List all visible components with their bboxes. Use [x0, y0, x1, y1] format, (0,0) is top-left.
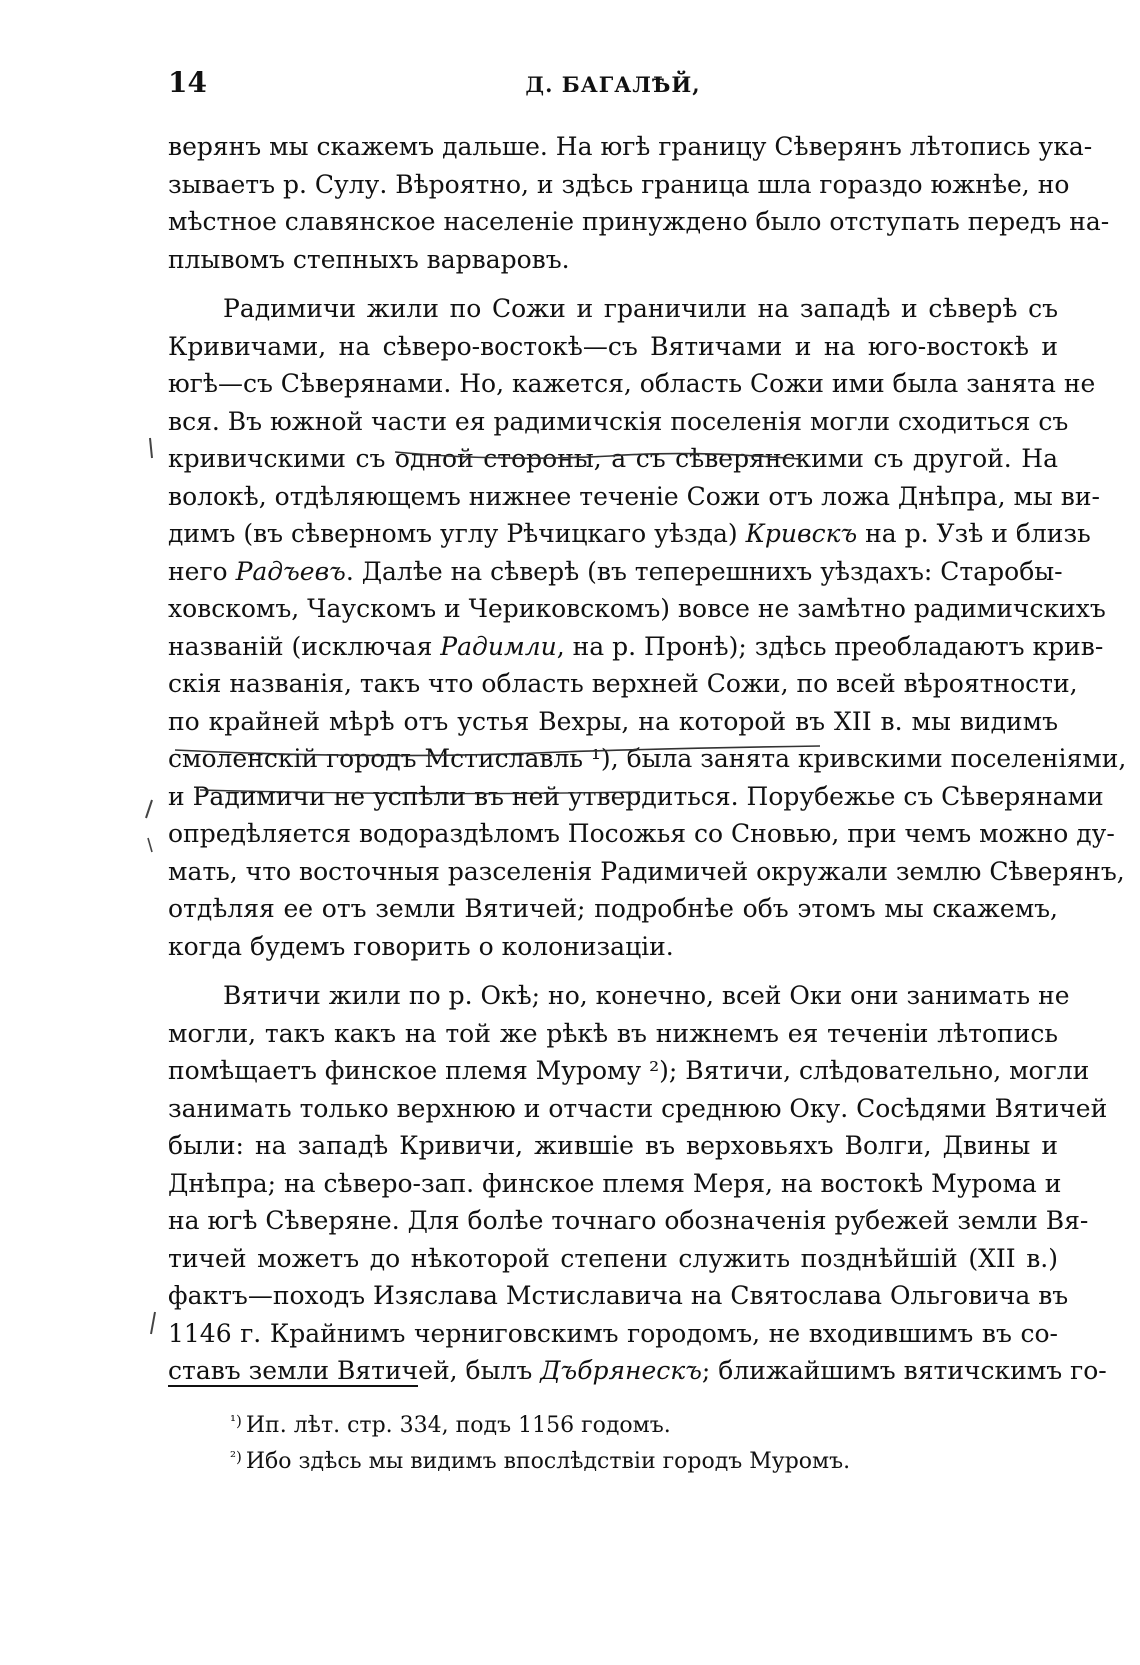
text-line: скія названія, такъ что область верхней Сожи, по всей вѣроятности,	[168, 669, 1078, 698]
text-line: Радимичи жили по Сожи и граничили на западѣ и сѣверѣ съ	[223, 294, 1058, 323]
margin-mark-2	[146, 800, 152, 818]
paragraph	[168, 290, 1127, 965]
margin-mark-4	[151, 1312, 155, 1334]
text-line: Вятичи жили по р. Окѣ; но, конечно, всей Оки они занимать не	[223, 981, 1070, 1010]
text-line: названій (исключая Радимли, на р. Пронѣ); здѣсь преобладаютъ крив-	[168, 631, 1104, 661]
text-line: на югѣ Сѣверяне. Для болѣе точнаго обозначенія рубежей земли Вя-	[168, 1206, 1089, 1235]
page-header	[168, 66, 1058, 106]
text-line: помѣщаетъ финское племя Мурому ²); Вятичи, слѣдовательно, могли	[168, 1056, 1090, 1085]
text-line: 1146 г. Крайнимъ черниговскимъ городомъ, не входившимъ въ со-	[168, 1318, 1058, 1348]
text-line: плывомъ степныхъ варваровъ.	[168, 244, 570, 274]
text-line: димъ (въ сѣверномъ углу Рѣчицкаго уѣзда) Кривскъ на р. Узѣ и близь	[168, 519, 1091, 548]
page-number: 14	[168, 66, 207, 99]
text-line: кривичскими съ одной стороны, а съ сѣверянскими съ другой. На	[168, 444, 1058, 473]
text-line: могли, такъ какъ на той же рѣкѣ въ нижнемъ ея теченіи лѣтопись	[168, 1018, 1058, 1048]
footnote-2: $^{^2)}$ Ибо здѣсь мы видимъ впослѣдствіи городъ Муромъ.	[230, 1448, 851, 1474]
text-line: мать, что восточныя разселенія Радимичей окружали землю Сѣверянъ,	[168, 856, 1125, 886]
text-line: отдѣляя ее отъ земли Вятичей; подробнѣе объ этомъ мы скажемъ,	[168, 894, 1058, 923]
text-line: когда будемъ говорить о колонизаціи.	[168, 931, 674, 961]
margin-mark-1	[150, 438, 152, 458]
footnote-divider	[168, 1385, 418, 1387]
text-line: югѣ—съ Сѣверянами. Но, кажется, область Сожи ими была занята не	[168, 369, 1096, 398]
text-line: верянъ мы скажемъ дальше. На югѣ границу Сѣверянъ лѣтопись ука-	[168, 132, 1093, 161]
text-line: занимать только верхнюю и отчасти среднюю Оку. Сосѣдями Вятичей	[168, 1093, 1108, 1123]
text-line: смоленскій городъ Мстиславль ¹), была занята кривскими поселеніями,	[168, 744, 1127, 773]
text-line: Кривичами, на сѣверо-востокѣ—съ Вятичами и на юго-востокѣ и	[168, 331, 1058, 361]
text-line: него Радъевъ. Далѣе на сѣверѣ (въ теперешнихъ уѣздахъ: Старобы-	[168, 556, 1063, 586]
text-line: Днѣпра; на сѣверо-зап. финское племя Меря, на востокѣ Мурома и	[168, 1168, 1062, 1198]
footnote-1: $^{^1)}$ Ип. лѣт. стр. 334, подъ 1156 годомъ.	[230, 1412, 671, 1438]
text-line: опредѣляется водораздѣломъ Посожья со Сновью, при чемъ можно ду-	[168, 819, 1115, 848]
paragraph	[168, 128, 1110, 278]
text-line: по крайней мѣрѣ отъ устья Вехры, на которой въ XII в. мы видимъ	[168, 706, 1058, 736]
paragraph	[168, 977, 1108, 1390]
text-line: тичей можетъ до нѣкоторой степени служить позднѣйшій (XII в.)	[168, 1243, 1058, 1273]
text-line: зываетъ р. Сулу. Вѣроятно, и здѣсь граница шла гораздо южнѣе, но	[168, 169, 1070, 199]
text-line: мѣстное славянское населеніе принуждено было отступать передъ на-	[168, 207, 1110, 236]
text-line: были: на западѣ Кривичи, жившіе въ верховьяхъ Волги, Двины и	[168, 1131, 1058, 1160]
running-head: Д. БАГАЛѢЙ,	[525, 72, 701, 97]
text-line: вся. Въ южной части ея радимичскія поселенія могли сходиться съ	[168, 406, 1069, 436]
footnotes	[230, 1408, 1030, 1480]
margin-mark-3	[148, 838, 152, 852]
text-line: ховскомъ, Чаускомъ и Чериковскомъ) вовсе не замѣтно радимичскихъ	[168, 594, 1106, 623]
text-line: и Радимичи не успѣли въ ней утвердиться. Порубежье съ Сѣверянами	[168, 781, 1104, 811]
body-text	[168, 128, 1127, 1390]
text-line: ставъ земли Вятичей, былъ Дъбрянескъ; ближайшимъ вятичскимъ го-	[168, 1356, 1107, 1385]
text-line: фактъ—походъ Изяслава Мстиславича на Святослава Ольговича въ	[168, 1281, 1069, 1310]
text-line: волокѣ, отдѣляющемъ нижнее теченіе Сожи отъ ложа Днѣпра, мы ви-	[168, 481, 1100, 511]
